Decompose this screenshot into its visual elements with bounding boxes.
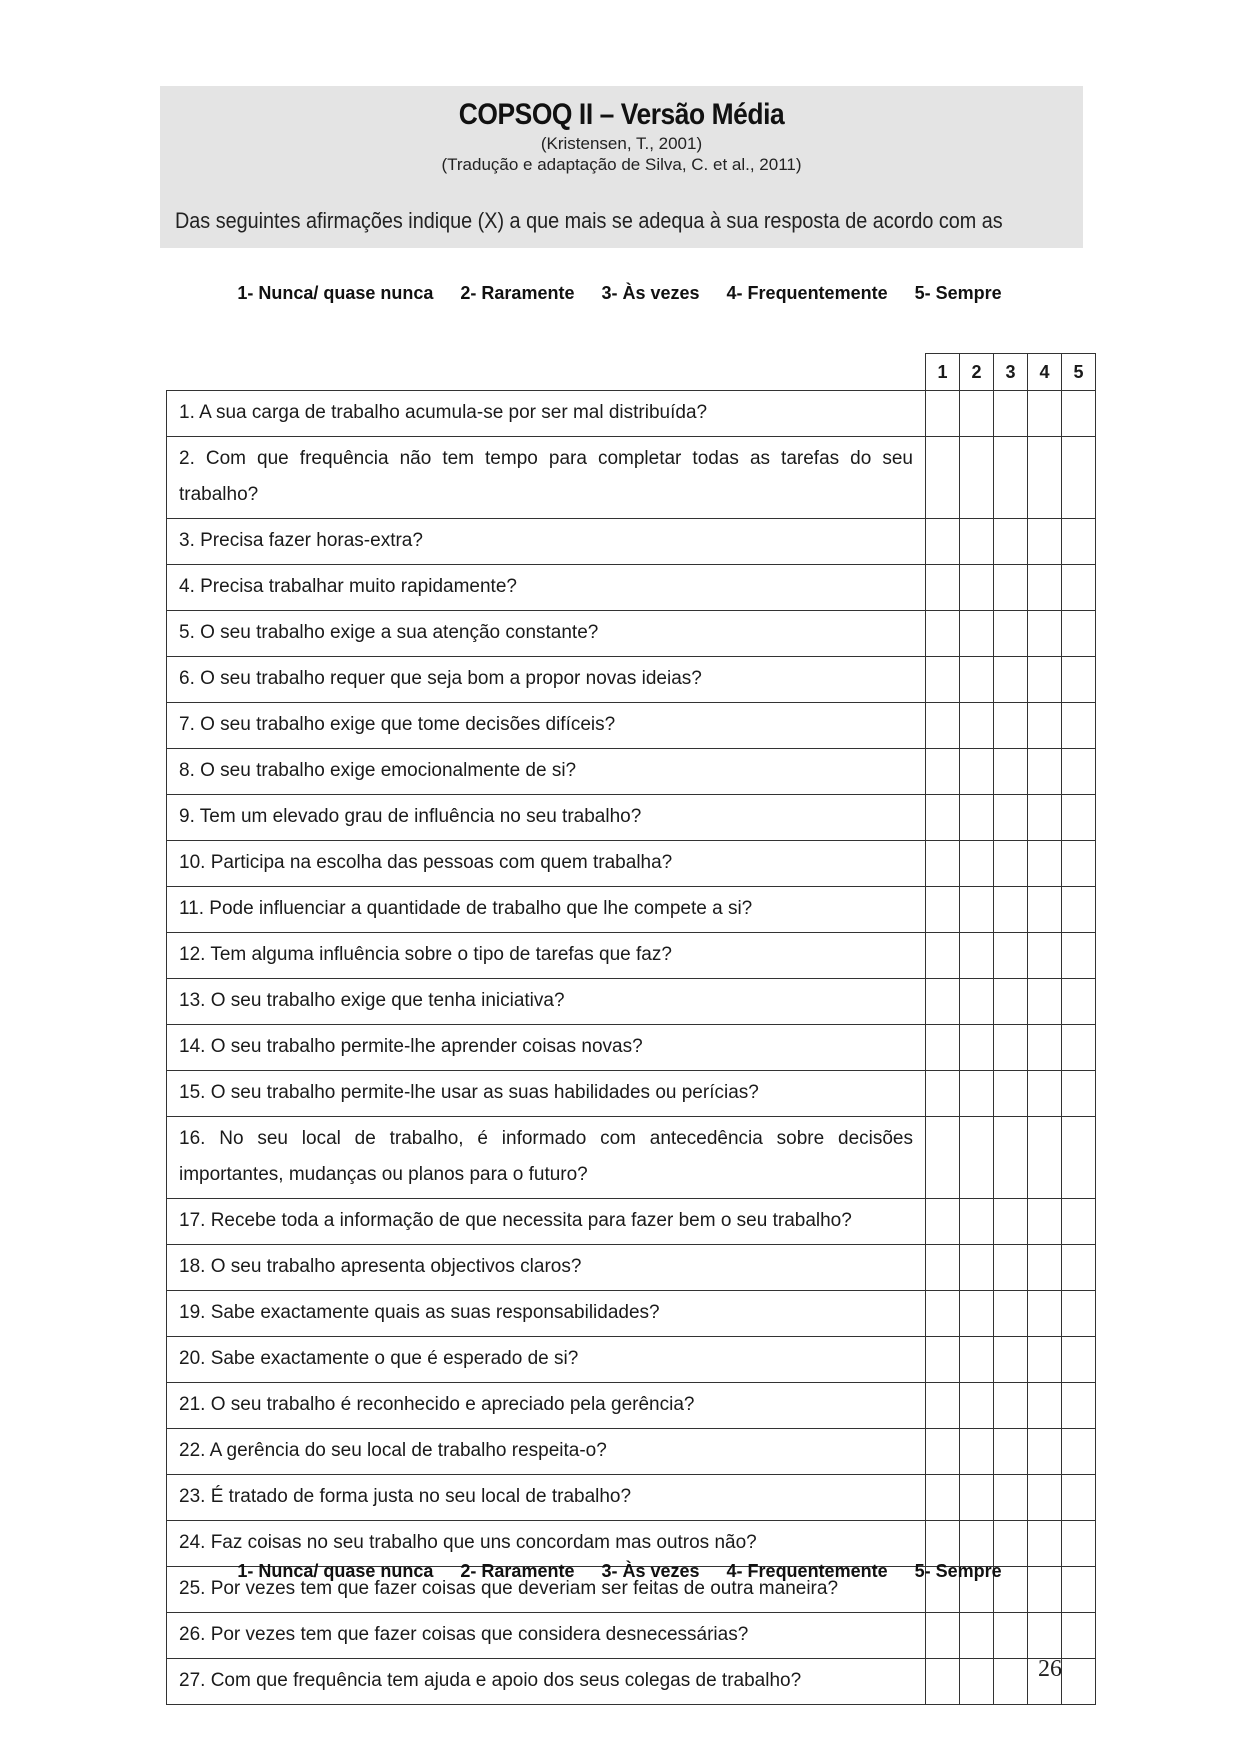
- answer-cell-3[interactable]: [994, 611, 1028, 657]
- answer-cell-3[interactable]: [994, 1245, 1028, 1291]
- question-text: 3. Precisa fazer horas-extra?: [167, 519, 926, 565]
- answer-cell-3[interactable]: [994, 1659, 1028, 1705]
- answer-cell-2[interactable]: [960, 1613, 994, 1659]
- answer-cell-2[interactable]: [960, 1429, 994, 1475]
- answer-cell-4[interactable]: [1028, 1025, 1062, 1071]
- answer-cell-3[interactable]: [994, 1291, 1028, 1337]
- answer-cell-2[interactable]: [960, 657, 994, 703]
- answer-cell-1[interactable]: [926, 1521, 960, 1567]
- answer-cell-4[interactable]: [1028, 841, 1062, 887]
- answer-cell-3[interactable]: [994, 1521, 1028, 1567]
- answer-cell-3[interactable]: [994, 657, 1028, 703]
- question-row: [167, 1117, 1096, 1199]
- question-text: 15. O seu trabalho permite-lhe usar as suas habilidades ou perícias?: [167, 1071, 926, 1117]
- question-row: [167, 933, 1096, 979]
- answer-cell-4[interactable]: [1028, 391, 1062, 437]
- question-text: 1. A sua carga de trabalho acumula-se por ser mal distribuída?: [167, 391, 926, 437]
- answer-cell-2[interactable]: [960, 1521, 994, 1567]
- question-text: 12. Tem alguma influência sobre o tipo de tarefas que faz?: [167, 933, 926, 979]
- question-text: 4. Precisa trabalhar muito rapidamente?: [167, 565, 926, 611]
- question-row: [167, 657, 1096, 703]
- answer-cell-2[interactable]: [960, 1199, 994, 1245]
- answer-cell-2[interactable]: [960, 703, 994, 749]
- answer-cell-4[interactable]: [1028, 519, 1062, 565]
- answer-cell-4[interactable]: [1028, 887, 1062, 933]
- answer-cell-3[interactable]: [994, 795, 1028, 841]
- answer-cell-2[interactable]: [960, 979, 994, 1025]
- answer-cell-1[interactable]: [926, 795, 960, 841]
- question-row: [167, 565, 1096, 611]
- answer-cell-2[interactable]: [960, 1337, 994, 1383]
- answer-cell-3[interactable]: [994, 749, 1028, 795]
- question-row: [167, 703, 1096, 749]
- answer-cell-1[interactable]: [926, 1475, 960, 1521]
- answer-cell-2[interactable]: [960, 437, 994, 519]
- answer-cell-1[interactable]: [926, 519, 960, 565]
- answer-cell-3[interactable]: [994, 1337, 1028, 1383]
- answer-cell-2[interactable]: [960, 795, 994, 841]
- question-text: 9. Tem um elevado grau de influência no seu trabalho?: [167, 795, 926, 841]
- answer-cell-2[interactable]: [960, 391, 994, 437]
- answer-cell-3[interactable]: [994, 1475, 1028, 1521]
- answer-cell-1[interactable]: [926, 1659, 960, 1705]
- answer-cell-2[interactable]: [960, 1071, 994, 1117]
- answer-cell-3[interactable]: [994, 1429, 1028, 1475]
- scale-option-5: 5- Sempre: [914, 1561, 1002, 1581]
- answer-cell-4[interactable]: [1028, 979, 1062, 1025]
- citation-translation: (Tradução e adaptação de Silva, C. et al., 2011): [441, 155, 802, 174]
- question-row: [167, 1199, 1096, 1245]
- answer-cell-1[interactable]: [926, 841, 960, 887]
- question-text: 7. O seu trabalho exige que tome decisões difíceis?: [167, 703, 926, 749]
- answer-cell-1[interactable]: [926, 1117, 960, 1199]
- question-text: 18. O seu trabalho apresenta objectivos claros?: [167, 1245, 926, 1291]
- answer-cell-4[interactable]: [1028, 437, 1062, 519]
- scale-option-3: 3- Às vezes: [601, 283, 700, 303]
- question-text: 26. Por vezes tem que fazer coisas que considera desnecessárias?: [167, 1613, 926, 1659]
- answer-cell-5[interactable]: [1062, 1429, 1096, 1475]
- question-row: [167, 887, 1096, 933]
- page-number: 26: [1038, 1656, 1062, 1682]
- scale-option-4: 4- Frequentemente: [726, 1561, 888, 1581]
- question-row: [167, 841, 1096, 887]
- answer-cell-2[interactable]: [960, 1659, 994, 1705]
- answer-cell-1[interactable]: [926, 1199, 960, 1245]
- answer-cell-3[interactable]: [994, 933, 1028, 979]
- answer-cell-2[interactable]: [960, 1025, 994, 1071]
- document-title: COPSOQ II – Versão Média: [458, 98, 785, 131]
- answer-cell-5[interactable]: [1062, 1659, 1096, 1705]
- answer-cell-1[interactable]: [926, 611, 960, 657]
- answer-cell-1[interactable]: [926, 1291, 960, 1337]
- scale-option-1: 1- Nunca/ quase nunca: [237, 1561, 434, 1581]
- answer-cell-5[interactable]: [1062, 933, 1096, 979]
- question-text: 11. Pode influenciar a quantidade de trabalho que lhe compete a si?: [167, 887, 926, 933]
- answer-cell-3[interactable]: [994, 437, 1028, 519]
- answer-cell-3[interactable]: [994, 703, 1028, 749]
- answer-cell-5[interactable]: [1062, 887, 1096, 933]
- question-row: [167, 1521, 1096, 1567]
- answer-cell-3[interactable]: [994, 391, 1028, 437]
- question-text: 8. O seu trabalho exige emocionalmente de si?: [167, 749, 926, 795]
- answer-cell-5[interactable]: [1062, 1291, 1096, 1337]
- answer-cell-1[interactable]: [926, 391, 960, 437]
- answer-cell-5[interactable]: [1062, 979, 1096, 1025]
- answer-cell-4[interactable]: [1028, 1117, 1062, 1199]
- answer-cell-3[interactable]: [994, 841, 1028, 887]
- answer-cell-5[interactable]: [1062, 1071, 1096, 1117]
- question-row: [167, 437, 1096, 519]
- answer-cell-4[interactable]: [1028, 1199, 1062, 1245]
- answer-cell-5[interactable]: [1062, 749, 1096, 795]
- question-text: 5. O seu trabalho exige a sua atenção constante?: [167, 611, 926, 657]
- answer-cell-4[interactable]: [1028, 1245, 1062, 1291]
- answer-cell-5[interactable]: [1062, 391, 1096, 437]
- question-text: 2. Com que frequência não tem tempo para completar todas as tarefas do seu trabalho?: [167, 437, 926, 519]
- answer-cell-1[interactable]: [926, 1613, 960, 1659]
- answer-cell-2[interactable]: [960, 933, 994, 979]
- answer-cell-2[interactable]: [960, 1245, 994, 1291]
- question-text: 17. Recebe toda a informação de que necessita para fazer bem o seu trabalho?: [167, 1199, 926, 1245]
- answer-cell-3[interactable]: [994, 1025, 1028, 1071]
- answer-cell-2[interactable]: [960, 1383, 994, 1429]
- question-row: [167, 795, 1096, 841]
- question-row: [167, 1291, 1096, 1337]
- question-text: 6. O seu trabalho requer que seja bom a propor novas ideias?: [167, 657, 926, 703]
- header-box: [160, 86, 1083, 248]
- answer-cell-2[interactable]: [960, 1117, 994, 1199]
- answer-cell-1[interactable]: [926, 1337, 960, 1383]
- question-text: 25. Por vezes tem que fazer coisas que deveriam ser feitas de outra maneira?: [167, 1567, 926, 1613]
- question-row: [167, 1613, 1096, 1659]
- answer-cell-1[interactable]: [926, 1245, 960, 1291]
- answer-cell-4[interactable]: [1028, 611, 1062, 657]
- question-row: [167, 749, 1096, 795]
- answer-cell-5[interactable]: [1062, 841, 1096, 887]
- answer-cell-1[interactable]: [926, 703, 960, 749]
- answer-cell-2[interactable]: [960, 1291, 994, 1337]
- answer-cell-5[interactable]: [1062, 1117, 1096, 1199]
- answer-cell-4[interactable]: [1028, 703, 1062, 749]
- answer-cell-5[interactable]: [1062, 1521, 1096, 1567]
- answer-cell-5[interactable]: [1062, 519, 1096, 565]
- answer-cell-2[interactable]: [960, 887, 994, 933]
- column-header-4: 4: [1028, 354, 1062, 391]
- answer-cell-3[interactable]: [994, 1613, 1028, 1659]
- question-text: 21. O seu trabalho é reconhecido e apreciado pela gerência?: [167, 1383, 926, 1429]
- answer-cell-3[interactable]: [994, 1117, 1028, 1199]
- question-row: [167, 519, 1096, 565]
- answer-cell-4[interactable]: [1028, 795, 1062, 841]
- answer-cell-3[interactable]: [994, 519, 1028, 565]
- answer-cell-5[interactable]: [1062, 1199, 1096, 1245]
- header-blank-cell: [167, 354, 926, 391]
- answer-cell-5[interactable]: [1062, 565, 1096, 611]
- question-row: [167, 979, 1096, 1025]
- scale-option-5: 5- Sempre: [914, 283, 1002, 303]
- question-text: 20. Sabe exactamente o que é esperado de si?: [167, 1337, 926, 1383]
- question-text: 19. Sabe exactamente quais as suas responsabilidades?: [167, 1291, 926, 1337]
- scale-option-3: 3- Às vezes: [601, 1561, 700, 1581]
- answer-cell-1[interactable]: [926, 887, 960, 933]
- question-text: 22. A gerência do seu local de trabalho respeita-o?: [167, 1429, 926, 1475]
- question-row: [167, 1429, 1096, 1475]
- questionnaire-table: [166, 353, 1096, 1705]
- answer-cell-5[interactable]: [1062, 795, 1096, 841]
- answer-cell-3[interactable]: [994, 979, 1028, 1025]
- column-header-1: 1: [926, 354, 960, 391]
- answer-cell-1[interactable]: [926, 979, 960, 1025]
- answer-cell-3[interactable]: [994, 887, 1028, 933]
- answer-cell-1[interactable]: [926, 657, 960, 703]
- answer-cell-4[interactable]: [1028, 933, 1062, 979]
- question-row: [167, 1025, 1096, 1071]
- scale-option-2: 2- Raramente: [460, 1561, 575, 1581]
- answer-cell-3[interactable]: [994, 1071, 1028, 1117]
- answer-cell-1[interactable]: [926, 1071, 960, 1117]
- answer-cell-4[interactable]: [1028, 1291, 1062, 1337]
- answer-cell-1[interactable]: [926, 437, 960, 519]
- answer-cell-2[interactable]: [960, 749, 994, 795]
- answer-cell-5[interactable]: [1062, 703, 1096, 749]
- answer-cell-4[interactable]: [1028, 565, 1062, 611]
- scale-legend-bottom: [0, 1561, 1239, 1582]
- answer-cell-5[interactable]: [1062, 611, 1096, 657]
- scale-legend-top: [0, 283, 1239, 304]
- answer-cell-2[interactable]: [960, 565, 994, 611]
- question-row: [167, 1383, 1096, 1429]
- scale-option-2: 2- Raramente: [460, 283, 575, 303]
- scale-option-4: 4- Frequentemente: [726, 283, 888, 303]
- answer-cell-4[interactable]: [1028, 749, 1062, 795]
- question-text: 16. No seu local de trabalho, é informado com antecedência sobre decisões importantes, mudanças ou planos para o futuro?: [167, 1117, 926, 1199]
- answer-cell-1[interactable]: [926, 1025, 960, 1071]
- table-header-row: [167, 354, 1096, 391]
- answer-cell-5[interactable]: [1062, 1383, 1096, 1429]
- answer-cell-4[interactable]: [1028, 657, 1062, 703]
- question-text: 14. O seu trabalho permite-lhe aprender coisas novas?: [167, 1025, 926, 1071]
- instruction-text: Das seguintes afirmações indique (X) a que mais se adequa à sua resposta de acordo com as: [175, 208, 1003, 233]
- question-text: 24. Faz coisas no seu trabalho que uns concordam mas outros não?: [167, 1521, 926, 1567]
- answer-cell-5[interactable]: [1062, 437, 1096, 519]
- answer-cell-1[interactable]: [926, 933, 960, 979]
- answer-cell-4[interactable]: [1028, 1383, 1062, 1429]
- citation-author: (Kristensen, T., 2001): [540, 134, 703, 153]
- answer-cell-1[interactable]: [926, 749, 960, 795]
- scale-option-1: 1- Nunca/ quase nunca: [237, 283, 434, 303]
- question-row: [167, 1659, 1096, 1705]
- answer-cell-4[interactable]: [1028, 1613, 1062, 1659]
- answer-cell-4[interactable]: [1028, 1337, 1062, 1383]
- answer-cell-5[interactable]: [1062, 1613, 1096, 1659]
- question-row: [167, 1475, 1096, 1521]
- answer-cell-2[interactable]: [960, 1475, 994, 1521]
- question-text: 10. Participa na escolha das pessoas com quem trabalha?: [167, 841, 926, 887]
- column-header-2: 2: [960, 354, 994, 391]
- answer-cell-4[interactable]: [1028, 1429, 1062, 1475]
- answer-cell-1[interactable]: [926, 565, 960, 611]
- answer-cell-4[interactable]: [1028, 1475, 1062, 1521]
- answer-cell-4[interactable]: [1028, 1521, 1062, 1567]
- answer-cell-1[interactable]: [926, 1383, 960, 1429]
- answer-cell-5[interactable]: [1062, 1337, 1096, 1383]
- answer-cell-5[interactable]: [1062, 1245, 1096, 1291]
- question-text: 13. O seu trabalho exige que tenha iniciativa?: [167, 979, 926, 1025]
- answer-cell-5[interactable]: [1062, 657, 1096, 703]
- question-row: [167, 1337, 1096, 1383]
- answer-cell-3[interactable]: [994, 565, 1028, 611]
- answer-cell-2[interactable]: [960, 611, 994, 657]
- question-text: 23. É tratado de forma justa no seu local de trabalho?: [167, 1475, 926, 1521]
- answer-cell-3[interactable]: [994, 1383, 1028, 1429]
- answer-cell-4[interactable]: [1028, 1071, 1062, 1117]
- answer-cell-1[interactable]: [926, 1429, 960, 1475]
- question-row: [167, 1071, 1096, 1117]
- question-text: 27. Com que frequência tem ajuda e apoio dos seus colegas de trabalho?: [167, 1659, 926, 1705]
- question-row: [167, 1245, 1096, 1291]
- question-row: [167, 391, 1096, 437]
- question-row: [167, 611, 1096, 657]
- column-header-3: 3: [994, 354, 1028, 391]
- answer-cell-3[interactable]: [994, 1199, 1028, 1245]
- answer-cell-2[interactable]: [960, 841, 994, 887]
- column-header-5: 5: [1062, 354, 1096, 391]
- answer-cell-5[interactable]: [1062, 1475, 1096, 1521]
- answer-cell-2[interactable]: [960, 519, 994, 565]
- answer-cell-5[interactable]: [1062, 1025, 1096, 1071]
